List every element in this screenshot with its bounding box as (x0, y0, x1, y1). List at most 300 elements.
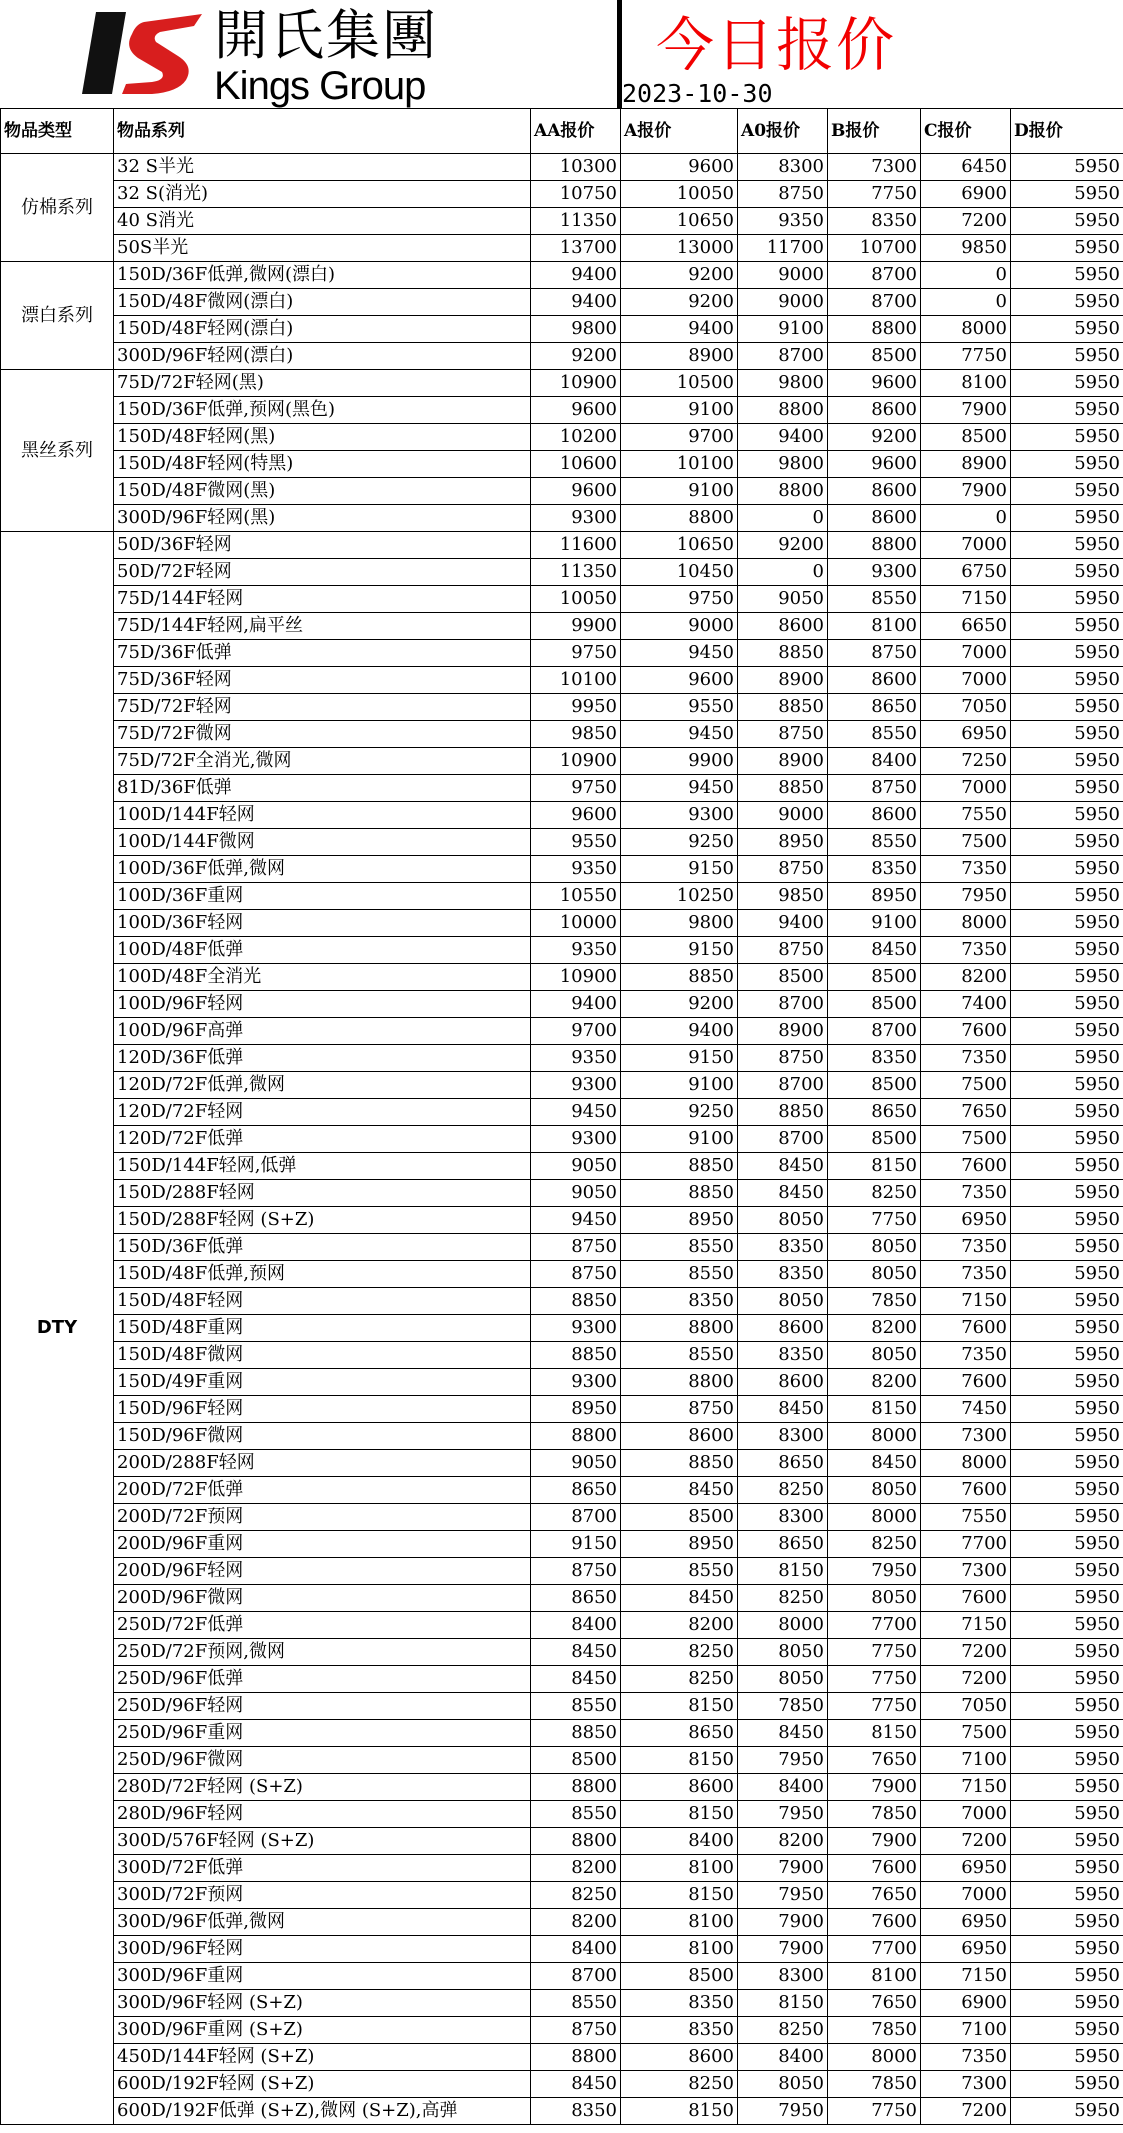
price-cell: 9550 (531, 829, 621, 856)
table-row (1, 1828, 1123, 1855)
price-cell: 7050 (921, 1693, 1011, 1720)
price-cell: 5950 (1011, 316, 1123, 343)
price-cell: 5950 (1011, 1666, 1123, 1693)
price-cell: 5950 (1011, 1342, 1123, 1369)
price-cell: 7750 (921, 343, 1011, 370)
price-cell: 5950 (1011, 1315, 1123, 1342)
price-cell: 10050 (621, 181, 738, 208)
product-name-cell: 250D/72F预网,微网 (114, 1639, 531, 1666)
price-cell: 8200 (828, 1369, 921, 1396)
product-name-cell: 150D/48F微网 (114, 1342, 531, 1369)
price-cell: 8200 (828, 1315, 921, 1342)
table-row (1, 1504, 1123, 1531)
price-cell: 13000 (621, 235, 738, 262)
price-cell: 7850 (828, 2071, 921, 2098)
price-cell: 7150 (921, 1774, 1011, 1801)
price-cell: 8150 (828, 1396, 921, 1423)
price-cell: 5950 (1011, 1153, 1123, 1180)
price-cell: 9300 (531, 505, 621, 532)
column-header: AA报价 (531, 109, 621, 154)
price-cell: 7900 (738, 1909, 828, 1936)
price-cell: 8800 (621, 1369, 738, 1396)
price-cell: 9100 (738, 316, 828, 343)
price-cell: 8000 (921, 1450, 1011, 1477)
price-cell: 8400 (828, 748, 921, 775)
price-cell: 8700 (828, 262, 921, 289)
price-cell: 8700 (828, 1018, 921, 1045)
price-cell: 8050 (738, 1666, 828, 1693)
table-row (1, 1207, 1123, 1234)
price-cell: 10650 (621, 532, 738, 559)
price-cell: 8300 (738, 1963, 828, 1990)
product-name-cell: 200D/96F轻网 (114, 1558, 531, 1585)
table-row (1, 208, 1123, 235)
price-cell: 8050 (828, 1261, 921, 1288)
price-cell: 5950 (1011, 1909, 1123, 1936)
price-cell: 8650 (828, 1099, 921, 1126)
table-row (1, 262, 1123, 289)
table-row (1, 1342, 1123, 1369)
product-name-cell: 100D/96F轻网 (114, 991, 531, 1018)
table-row (1, 1180, 1123, 1207)
price-cell: 8050 (738, 1288, 828, 1315)
price-cell: 8550 (531, 1801, 621, 1828)
price-cell: 10900 (531, 370, 621, 397)
quote-date: 2023-10-30 (622, 79, 773, 108)
price-cell: 5950 (1011, 1423, 1123, 1450)
table-row (1, 1720, 1123, 1747)
price-cell: 10100 (621, 451, 738, 478)
price-cell: 6900 (921, 1990, 1011, 2017)
price-cell: 9000 (738, 802, 828, 829)
price-cell: 8150 (828, 1720, 921, 1747)
price-cell: 8450 (531, 2071, 621, 2098)
price-cell: 8350 (738, 1342, 828, 1369)
price-cell: 9600 (531, 802, 621, 829)
product-name-cell: 300D/96F重网 (114, 1963, 531, 1990)
table-row (1, 1774, 1123, 1801)
price-cell: 8600 (828, 802, 921, 829)
product-name-cell: 300D/96F轻网 (S+Z) (114, 1990, 531, 2017)
price-cell: 8600 (738, 613, 828, 640)
price-cell: 8800 (531, 1774, 621, 1801)
price-cell: 8550 (621, 1342, 738, 1369)
product-name-cell: 150D/48F轻网 (114, 1288, 531, 1315)
price-cell: 7500 (921, 1720, 1011, 1747)
price-cell: 8650 (738, 1531, 828, 1558)
price-cell: 5950 (1011, 1990, 1123, 2017)
price-cell: 7600 (921, 1018, 1011, 1045)
table-row (1, 2044, 1123, 2071)
price-cell: 7150 (921, 1963, 1011, 1990)
price-cell: 8850 (531, 1288, 621, 1315)
price-cell: 8000 (828, 2044, 921, 2071)
price-cell: 0 (738, 505, 828, 532)
price-cell: 8950 (621, 1531, 738, 1558)
price-cell: 5950 (1011, 937, 1123, 964)
product-name-cell: 100D/48F低弹 (114, 937, 531, 964)
price-cell: 8600 (738, 1369, 828, 1396)
price-cell: 5950 (1011, 964, 1123, 991)
price-cell: 9850 (531, 721, 621, 748)
price-cell: 8950 (828, 883, 921, 910)
product-name-cell: 81D/36F低弹 (114, 775, 531, 802)
price-cell: 7200 (921, 1666, 1011, 1693)
price-cell: 7000 (921, 532, 1011, 559)
price-cell: 7700 (828, 1612, 921, 1639)
price-cell: 5950 (1011, 1558, 1123, 1585)
price-cell: 8250 (828, 1531, 921, 1558)
page-header (0, 0, 1123, 108)
product-name-cell: 300D/96F轻网(黑) (114, 505, 531, 532)
table-row (1, 1882, 1123, 1909)
price-cell: 9450 (621, 640, 738, 667)
table-row (1, 856, 1123, 883)
price-cell: 8000 (828, 1504, 921, 1531)
price-cell: 7850 (828, 1288, 921, 1315)
product-name-cell: 250D/96F微网 (114, 1747, 531, 1774)
product-name-cell: 200D/96F微网 (114, 1585, 531, 1612)
price-cell: 8350 (828, 1045, 921, 1072)
price-cell: 9300 (828, 559, 921, 586)
price-cell: 8900 (738, 667, 828, 694)
price-cell: 8350 (738, 1234, 828, 1261)
product-name-cell: 150D/48F低弹,预网 (114, 1261, 531, 1288)
table-row (1, 559, 1123, 586)
price-cell: 8750 (531, 1234, 621, 1261)
product-name-cell: 250D/96F重网 (114, 1720, 531, 1747)
price-cell: 11350 (531, 208, 621, 235)
product-name-cell: 100D/144F轻网 (114, 802, 531, 829)
price-cell: 7600 (828, 1855, 921, 1882)
price-cell: 8700 (738, 991, 828, 1018)
category-cell: 黑丝系列 (1, 370, 114, 532)
price-cell: 0 (921, 505, 1011, 532)
price-cell: 5950 (1011, 1612, 1123, 1639)
price-cell: 8250 (738, 1585, 828, 1612)
product-name-cell: 40 S消光 (114, 208, 531, 235)
price-cell: 8550 (621, 1261, 738, 1288)
price-cell: 9400 (531, 262, 621, 289)
price-cell: 8900 (621, 343, 738, 370)
logo-english-text: Kings Group (214, 64, 426, 108)
price-cell: 8250 (621, 1639, 738, 1666)
price-cell: 5950 (1011, 1693, 1123, 1720)
price-cell: 7850 (828, 1801, 921, 1828)
product-name-cell: 150D/48F轻网(漂白) (114, 316, 531, 343)
price-cell: 8850 (738, 694, 828, 721)
price-cell: 8150 (738, 1990, 828, 2017)
price-cell: 9400 (738, 424, 828, 451)
price-cell: 7150 (921, 1612, 1011, 1639)
price-cell: 11700 (738, 235, 828, 262)
price-cell: 5950 (1011, 262, 1123, 289)
price-cell: 5950 (1011, 1018, 1123, 1045)
price-cell: 7950 (738, 1801, 828, 1828)
price-cell: 9350 (738, 208, 828, 235)
price-cell: 6950 (921, 721, 1011, 748)
price-cell: 9800 (738, 370, 828, 397)
price-cell: 7350 (921, 2044, 1011, 2071)
price-cell: 9100 (621, 1072, 738, 1099)
table-row (1, 910, 1123, 937)
price-cell: 5950 (1011, 2044, 1123, 2071)
price-cell: 7350 (921, 1342, 1011, 1369)
price-cell: 6900 (921, 181, 1011, 208)
price-cell: 7550 (921, 802, 1011, 829)
price-cell: 8800 (531, 2044, 621, 2071)
price-cell: 5950 (1011, 1045, 1123, 1072)
price-cell: 9800 (531, 316, 621, 343)
table-row (1, 613, 1123, 640)
product-name-cell: 150D/36F低弹 (114, 1234, 531, 1261)
price-cell: 7700 (921, 1531, 1011, 1558)
price-cell: 8000 (921, 910, 1011, 937)
price-cell: 10550 (531, 883, 621, 910)
price-cell: 8250 (738, 2017, 828, 2044)
product-name-cell: 250D/96F轻网 (114, 1693, 531, 1720)
table-row (1, 694, 1123, 721)
price-cell: 5950 (1011, 1774, 1123, 1801)
price-cell: 5950 (1011, 208, 1123, 235)
product-name-cell: 250D/72F低弹 (114, 1612, 531, 1639)
column-header: A报价 (621, 109, 738, 154)
price-cell: 8200 (621, 1612, 738, 1639)
product-name-cell: 150D/48F轻网(特黑) (114, 451, 531, 478)
price-cell: 8150 (621, 1693, 738, 1720)
price-cell: 5950 (1011, 802, 1123, 829)
price-cell: 10000 (531, 910, 621, 937)
price-cell: 6950 (921, 1936, 1011, 1963)
price-cell: 8250 (828, 1180, 921, 1207)
table-header-row (1, 109, 1123, 154)
price-cell: 9600 (828, 451, 921, 478)
table-row (1, 397, 1123, 424)
product-name-cell: 150D/36F低弹,微网(漂白) (114, 262, 531, 289)
price-cell: 7650 (828, 1882, 921, 1909)
table-row (1, 235, 1123, 262)
table-row (1, 1585, 1123, 1612)
price-cell: 8100 (828, 613, 921, 640)
product-name-cell: 75D/144F轻网 (114, 586, 531, 613)
price-cell: 8400 (621, 1828, 738, 1855)
table-row (1, 721, 1123, 748)
price-cell: 9700 (531, 1018, 621, 1045)
price-cell: 7050 (921, 694, 1011, 721)
price-cell: 7350 (921, 856, 1011, 883)
price-cell: 8050 (738, 1639, 828, 1666)
price-cell: 8200 (531, 1909, 621, 1936)
table-row (1, 1666, 1123, 1693)
price-cell: 8400 (531, 1936, 621, 1963)
price-cell: 8650 (531, 1585, 621, 1612)
price-cell: 9050 (738, 586, 828, 613)
price-cell: 8050 (828, 1342, 921, 1369)
price-cell: 9800 (738, 451, 828, 478)
price-cell: 7300 (921, 1558, 1011, 1585)
price-cell: 9450 (531, 1207, 621, 1234)
price-cell: 8050 (828, 1234, 921, 1261)
price-cell: 7150 (921, 586, 1011, 613)
price-cell: 7100 (921, 1747, 1011, 1774)
price-cell: 8400 (531, 1612, 621, 1639)
price-cell: 7900 (828, 1828, 921, 1855)
logo-chinese-text: 開氏集團 (214, 4, 438, 67)
table-row (1, 1153, 1123, 1180)
price-cell: 9850 (921, 235, 1011, 262)
price-cell: 8500 (828, 1126, 921, 1153)
price-cell: 6950 (921, 1855, 1011, 1882)
table-row (1, 1369, 1123, 1396)
price-cell: 8350 (621, 1990, 738, 2017)
product-name-cell: 200D/288F轻网 (114, 1450, 531, 1477)
category-cell: 漂白系列 (1, 262, 114, 370)
price-cell: 8450 (828, 1450, 921, 1477)
price-cell: 7850 (828, 2017, 921, 2044)
price-cell: 8100 (621, 1855, 738, 1882)
price-cell: 9200 (531, 343, 621, 370)
product-name-cell: 50D/72F轻网 (114, 559, 531, 586)
price-cell: 8350 (531, 2098, 621, 2125)
price-cell: 9150 (621, 937, 738, 964)
price-cell: 5950 (1011, 478, 1123, 505)
price-cell: 9400 (738, 910, 828, 937)
price-cell: 9150 (621, 1045, 738, 1072)
price-cell: 8650 (621, 1720, 738, 1747)
product-name-cell: 75D/36F轻网 (114, 667, 531, 694)
price-cell: 8100 (828, 1963, 921, 1990)
price-cell: 8450 (531, 1666, 621, 1693)
price-cell: 10650 (621, 208, 738, 235)
price-cell: 8550 (828, 721, 921, 748)
price-cell: 8800 (828, 532, 921, 559)
price-cell: 7150 (921, 1288, 1011, 1315)
price-cell: 8700 (738, 1126, 828, 1153)
price-cell: 5950 (1011, 1180, 1123, 1207)
price-cell: 9000 (738, 289, 828, 316)
price-cell: 8700 (738, 1072, 828, 1099)
price-cell: 7250 (921, 748, 1011, 775)
table-row (1, 1126, 1123, 1153)
price-cell: 8150 (621, 1801, 738, 1828)
price-cell: 8500 (921, 424, 1011, 451)
price-cell: 9050 (531, 1180, 621, 1207)
price-cell: 5950 (1011, 1639, 1123, 1666)
product-name-cell: 150D/96F轻网 (114, 1396, 531, 1423)
price-cell: 7600 (921, 1315, 1011, 1342)
price-cell: 5950 (1011, 1747, 1123, 1774)
price-cell: 8100 (921, 370, 1011, 397)
product-name-cell: 150D/288F轻网 (114, 1180, 531, 1207)
price-cell: 8500 (621, 1963, 738, 1990)
table-row (1, 1288, 1123, 1315)
price-cell: 9250 (621, 829, 738, 856)
product-name-cell: 120D/72F低弹,微网 (114, 1072, 531, 1099)
price-cell: 10100 (531, 667, 621, 694)
price-cell: 5950 (1011, 721, 1123, 748)
product-name-cell: 150D/288F轻网 (S+Z) (114, 1207, 531, 1234)
price-cell: 9750 (531, 775, 621, 802)
price-cell: 8350 (621, 1288, 738, 1315)
table-row (1, 991, 1123, 1018)
price-cell: 9250 (621, 1099, 738, 1126)
table-row (1, 181, 1123, 208)
price-cell: 9150 (531, 1531, 621, 1558)
price-cell: 7350 (921, 1180, 1011, 1207)
price-cell: 8750 (738, 937, 828, 964)
price-cell: 5950 (1011, 181, 1123, 208)
price-cell: 5950 (1011, 1234, 1123, 1261)
price-cell: 5950 (1011, 2098, 1123, 2125)
product-name-cell: 150D/144F轻网,低弹 (114, 1153, 531, 1180)
product-name-cell: 150D/36F低弹,预网(黑色) (114, 397, 531, 424)
product-name-cell: 200D/96F重网 (114, 1531, 531, 1558)
price-cell: 9400 (621, 316, 738, 343)
table-row (1, 1234, 1123, 1261)
price-cell: 10500 (621, 370, 738, 397)
price-cell: 8700 (531, 1504, 621, 1531)
product-name-cell: 32 S半光 (114, 154, 531, 181)
price-cell: 9600 (621, 154, 738, 181)
price-cell: 7900 (738, 1936, 828, 1963)
product-name-cell: 120D/36F低弹 (114, 1045, 531, 1072)
price-cell: 7350 (921, 1261, 1011, 1288)
price-cell: 7000 (921, 640, 1011, 667)
product-name-cell: 600D/192F轻网 (S+Z) (114, 2071, 531, 2098)
price-cell: 5950 (1011, 856, 1123, 883)
table-row (1, 667, 1123, 694)
price-cell: 7900 (738, 1855, 828, 1882)
price-cell: 7600 (828, 1909, 921, 1936)
price-cell: 7350 (921, 1045, 1011, 1072)
price-cell: 9050 (531, 1153, 621, 1180)
price-cell: 9900 (621, 748, 738, 775)
price-cell: 5950 (1011, 1099, 1123, 1126)
price-cell: 5950 (1011, 1126, 1123, 1153)
price-cell: 8600 (621, 2044, 738, 2071)
price-cell: 8450 (828, 937, 921, 964)
price-cell: 5950 (1011, 586, 1123, 613)
price-cell: 7650 (828, 1990, 921, 2017)
price-cell: 9700 (621, 424, 738, 451)
price-cell: 8800 (738, 397, 828, 424)
table-row (1, 1855, 1123, 1882)
price-cell: 5950 (1011, 1396, 1123, 1423)
price-cell: 9800 (621, 910, 738, 937)
price-cell: 8150 (621, 2098, 738, 2125)
price-cell: 8350 (621, 2017, 738, 2044)
price-cell: 9400 (531, 289, 621, 316)
product-name-cell: 300D/72F预网 (114, 1882, 531, 1909)
price-cell: 5950 (1011, 775, 1123, 802)
price-cell: 5950 (1011, 370, 1123, 397)
table-row (1, 1801, 1123, 1828)
price-cell: 5950 (1011, 1963, 1123, 1990)
price-cell: 11600 (531, 532, 621, 559)
product-name-cell: 100D/96F高弹 (114, 1018, 531, 1045)
product-name-cell: 100D/36F低弹,微网 (114, 856, 531, 883)
product-name-cell: 75D/72F轻网(黑) (114, 370, 531, 397)
price-cell: 8550 (828, 586, 921, 613)
price-cell: 8450 (738, 1720, 828, 1747)
column-header: A0报价 (738, 109, 828, 154)
price-cell: 8000 (738, 1612, 828, 1639)
price-cell: 7300 (921, 2071, 1011, 2098)
price-cell: 7600 (921, 1585, 1011, 1612)
product-name-cell: 75D/36F低弹 (114, 640, 531, 667)
price-cell: 5950 (1011, 1531, 1123, 1558)
price-cell: 8100 (621, 1909, 738, 1936)
